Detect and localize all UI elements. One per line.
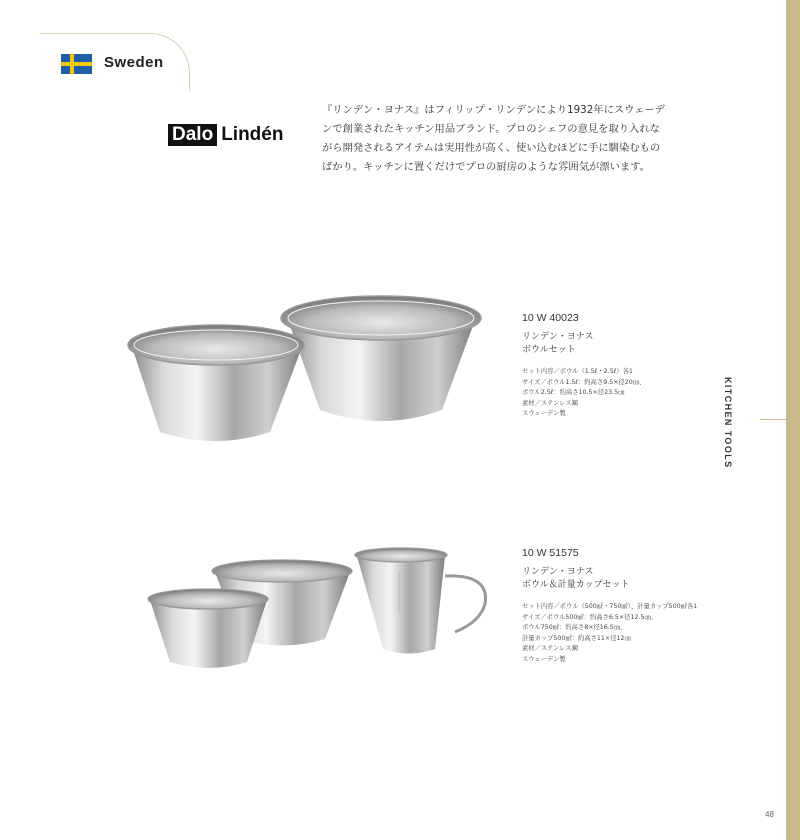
bowl-set-photo — [120, 292, 515, 452]
product-spec: 計量カップ500㎖：約高さ11×径12㎝ — [522, 634, 631, 642]
product-name — [522, 331, 752, 357]
brand-intro-text: 『リンデン・ヨナス』はフィリップ・リンデンにより1932年にスウェーデンで創業されたキッチン用品ブランド。プロのシェフの意見を取り入れながら開発されるアイテムは実用性が高く、使い込むほどに手に馴染むものばかり。キッチンに置くだけでプロの厨房のような雰囲気が漂います。 — [322, 104, 665, 173]
product-name-line: ボウル＆計量カップセット — [522, 580, 630, 590]
product-spec: セット内容／ボウル（500㎖・750㎖）、計量カップ500㎖各1 — [522, 603, 698, 610]
country-title: Sweden — [104, 54, 164, 71]
product-name — [522, 566, 752, 592]
product-spec: セット内容／ボウル（1.5ℓ・2.5ℓ）各1 — [522, 368, 633, 375]
product-spec: 素材／ステンレス鋼 — [522, 645, 578, 653]
side-color-band — [786, 0, 800, 840]
product-spec: サイズ／ボウル1.5ℓ：約高さ9.5×径20㎝、 — [522, 378, 646, 386]
product-name-line: リンデン・ヨナス — [522, 567, 594, 577]
product-spec: ボウル2.5ℓ：約高さ10.5×径23.5㎝ — [522, 389, 625, 397]
product-spec: サイズ／ボウル500㎖：約高さ6.5×径12.5㎝、 — [522, 613, 658, 621]
side-tick-line — [760, 419, 786, 420]
product-code: 10 W 40023 — [522, 312, 579, 324]
bowl-and-cup-set-photo — [145, 544, 495, 674]
sweden-flag-icon — [61, 54, 92, 74]
product-spec: スウェーデン製 — [522, 410, 566, 418]
large-bowl — [281, 296, 481, 421]
product-spec: ボウル750㎖：約高さ8×径16.5㎝、 — [522, 624, 627, 632]
product-name-line: リンデン・ヨナス — [522, 332, 594, 342]
small-bowl — [128, 325, 304, 441]
product-spec: スウェーデン製 — [522, 655, 566, 663]
product-block-2 — [522, 547, 752, 666]
product-block-1 — [522, 312, 752, 420]
brand-logo-dark: Dalo — [168, 124, 217, 146]
measuring-cup — [355, 548, 486, 654]
page-number: 48 — [765, 810, 774, 819]
product-code: 10 W 51575 — [522, 547, 579, 559]
product-name-line: ボウルセット — [522, 345, 576, 355]
brand-logo — [168, 124, 283, 146]
product-spec: 素材／ステンレス鋼 — [522, 399, 578, 407]
section-label: KITCHEN TOOLS — [723, 377, 733, 469]
small-bowl — [148, 589, 268, 668]
brand-logo-light: Lindén — [221, 124, 284, 145]
